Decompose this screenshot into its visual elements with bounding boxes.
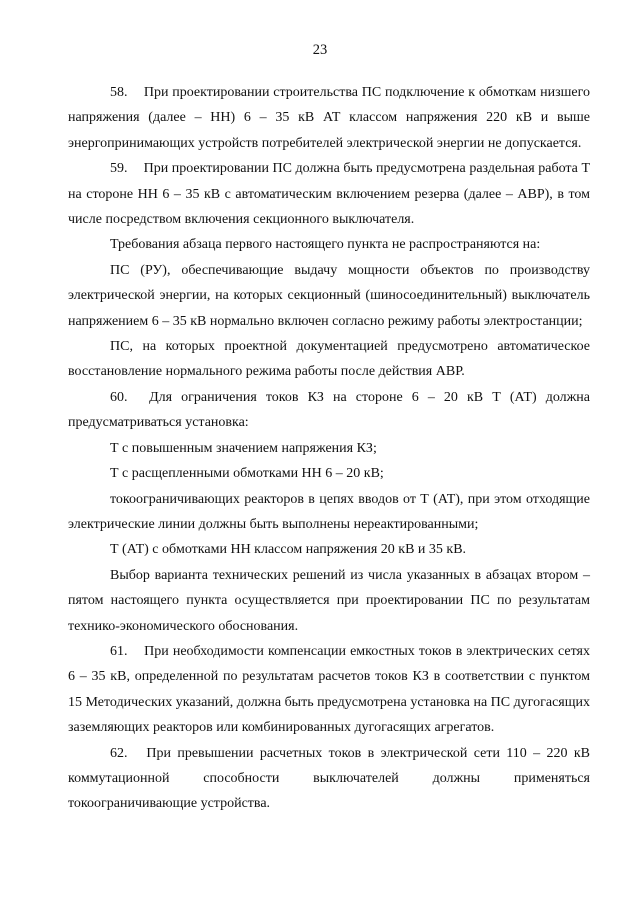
- paragraph-60-selection: [68, 563, 590, 639]
- paragraph-60-item-2: [68, 461, 590, 486]
- paragraph-60: [68, 385, 590, 436]
- paragraph-61: [68, 639, 590, 741]
- page-number: 23: [312, 42, 328, 58]
- paragraph-62: [68, 741, 590, 817]
- paragraph-number: 61.: [110, 643, 128, 659]
- paragraph-number: 62.: [110, 745, 128, 761]
- paragraph-text: Т (АТ) с обмотками НН классом напряжения 20 кВ и 35 кВ.: [110, 542, 467, 558]
- paragraph-59-exceptions-intro: [68, 232, 590, 257]
- paragraph-text: При проектировании ПС должна быть предусмотрена раздельная работа Т на стороне НН 6 – 35 кВ с автоматическим включением резерва (далее – АВР), в том числе посредством включения секционного выключателя.: [68, 161, 591, 228]
- paragraph-text: ПС, на которых проектной документацией предусмотрено автоматическое восстановление нормального режима работы после действия АВР.: [68, 339, 590, 380]
- paragraph-text: Т с расщепленными обмотками НН 6 – 20 кВ;: [110, 466, 384, 482]
- paragraph-text: Для ограничения токов КЗ на стороне 6 – 20 кВ Т (АТ) должна предусматриваться установка:: [68, 389, 590, 431]
- paragraph-text: При необходимости компенсации емкостных токов в электрических сетях 6 – 35 кВ, определенной по результатам расчетов токов КЗ в соответствии с пунктом 15 Методических указаний, должна быть предусмотрена установка на ПС дугогасящих заземляющих реакторов или комбинированных дугогасящих агрегатов.: [68, 643, 591, 736]
- paragraph-58: [68, 80, 590, 156]
- paragraph-text: Требования абзаца первого настоящего пункта не распространяются на:: [110, 237, 541, 253]
- paragraph-text: Выбор варианта технических решений из числа указанных в абзацах втором – пятом настоящего пункта осуществляется при проектировании ПС по результатам технико-экономического обоснования.: [68, 567, 590, 634]
- paragraph-number: 58.: [110, 85, 128, 100]
- paragraph-59: [68, 156, 590, 232]
- paragraph-60-item-4: [68, 537, 590, 562]
- paragraph-59-exception-2: [68, 334, 590, 385]
- paragraph-60-item-3: [68, 487, 590, 538]
- paragraph-text: При превышении расчетных токов в электрической сети 110 – 220 кВ коммутационной способности выключателей должны применяться токоограничивающие устройства.: [68, 745, 590, 812]
- document-body: [68, 80, 590, 817]
- paragraph-number: 59.: [110, 161, 128, 177]
- paragraph-number: 60.: [110, 389, 128, 405]
- paragraph-text: Т с повышенным значением напряжения КЗ;: [110, 440, 377, 456]
- paragraph-text: ПС (РУ), обеспечивающие выдачу мощности объектов по производству электрической энергии, на которых секционный (шиносоединительный) выключатель напряжением 6 – 35 кВ нормально включен согласно режиму работы электростанции;: [68, 262, 590, 329]
- paragraph-60-item-1: [68, 436, 590, 461]
- paragraph-text: При проектировании строительства ПС подключение к обмоткам низшего напряжения (далее – НН) 6 – 35 кВ АТ классом напряжения 220 кВ и выше энергопринимающих устройств потребителей электрической энергии не допускается.: [68, 85, 591, 151]
- paragraph-text: токоограничивающих реакторов в цепях вводов от Т (АТ), при этом отходящие электрические линии должны быть выполнены нереактированными;: [68, 491, 590, 532]
- paragraph-59-exception-1: [68, 258, 590, 334]
